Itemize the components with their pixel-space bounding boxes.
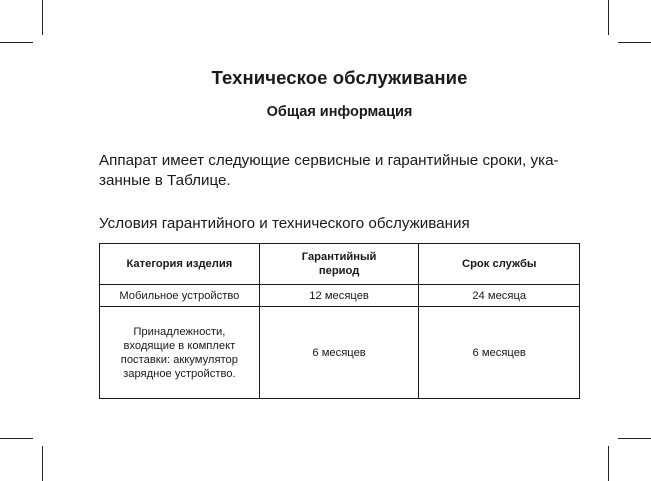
crop-mark — [618, 438, 651, 439]
header-warranty — [259, 244, 419, 285]
crop-mark — [0, 438, 33, 439]
warranty-table — [99, 243, 580, 399]
header-warranty-line: Гарантийный — [301, 251, 377, 263]
table-row — [100, 285, 580, 307]
crop-mark — [0, 42, 33, 43]
cell-service-life: 6 месяцев — [419, 307, 580, 399]
cell-category-line: Принадлежности, — [133, 325, 226, 338]
table-header-row — [100, 244, 580, 285]
paragraph-line: Аппарат имеет следующие сервисные и гарантийные сроки, ука- — [99, 152, 559, 169]
section-subtitle: Общая информация — [266, 104, 413, 120]
cell-warranty: 6 месяцев — [259, 307, 419, 399]
cell-category-line: зарядное устройство. — [123, 367, 236, 380]
crop-mark — [618, 42, 651, 43]
cell-category — [100, 307, 260, 399]
crop-mark — [42, 0, 43, 35]
cell-category-line: входящие в комплект — [123, 339, 236, 352]
cell-warranty: 12 месяцев — [259, 285, 419, 307]
intro-paragraph — [99, 151, 583, 191]
table-row — [100, 307, 580, 399]
crop-mark — [608, 446, 609, 481]
page-title: Техническое обслуживание — [211, 67, 468, 88]
crop-mark — [42, 446, 43, 481]
cell-category-line: поставки: аккумулятор — [120, 353, 238, 366]
header-warranty-line: период — [318, 265, 360, 277]
crop-mark — [608, 0, 609, 35]
cell-service-life: 24 месяца — [419, 285, 580, 307]
cell-category: Мобильное устройство — [100, 285, 260, 307]
header-service-life: Срок службы — [419, 244, 580, 285]
header-category: Категория изделия — [100, 244, 260, 285]
table-caption: Условия гарантийного и технического обслуживания — [99, 215, 470, 232]
paragraph-line: занные в Таблице. — [99, 172, 231, 189]
